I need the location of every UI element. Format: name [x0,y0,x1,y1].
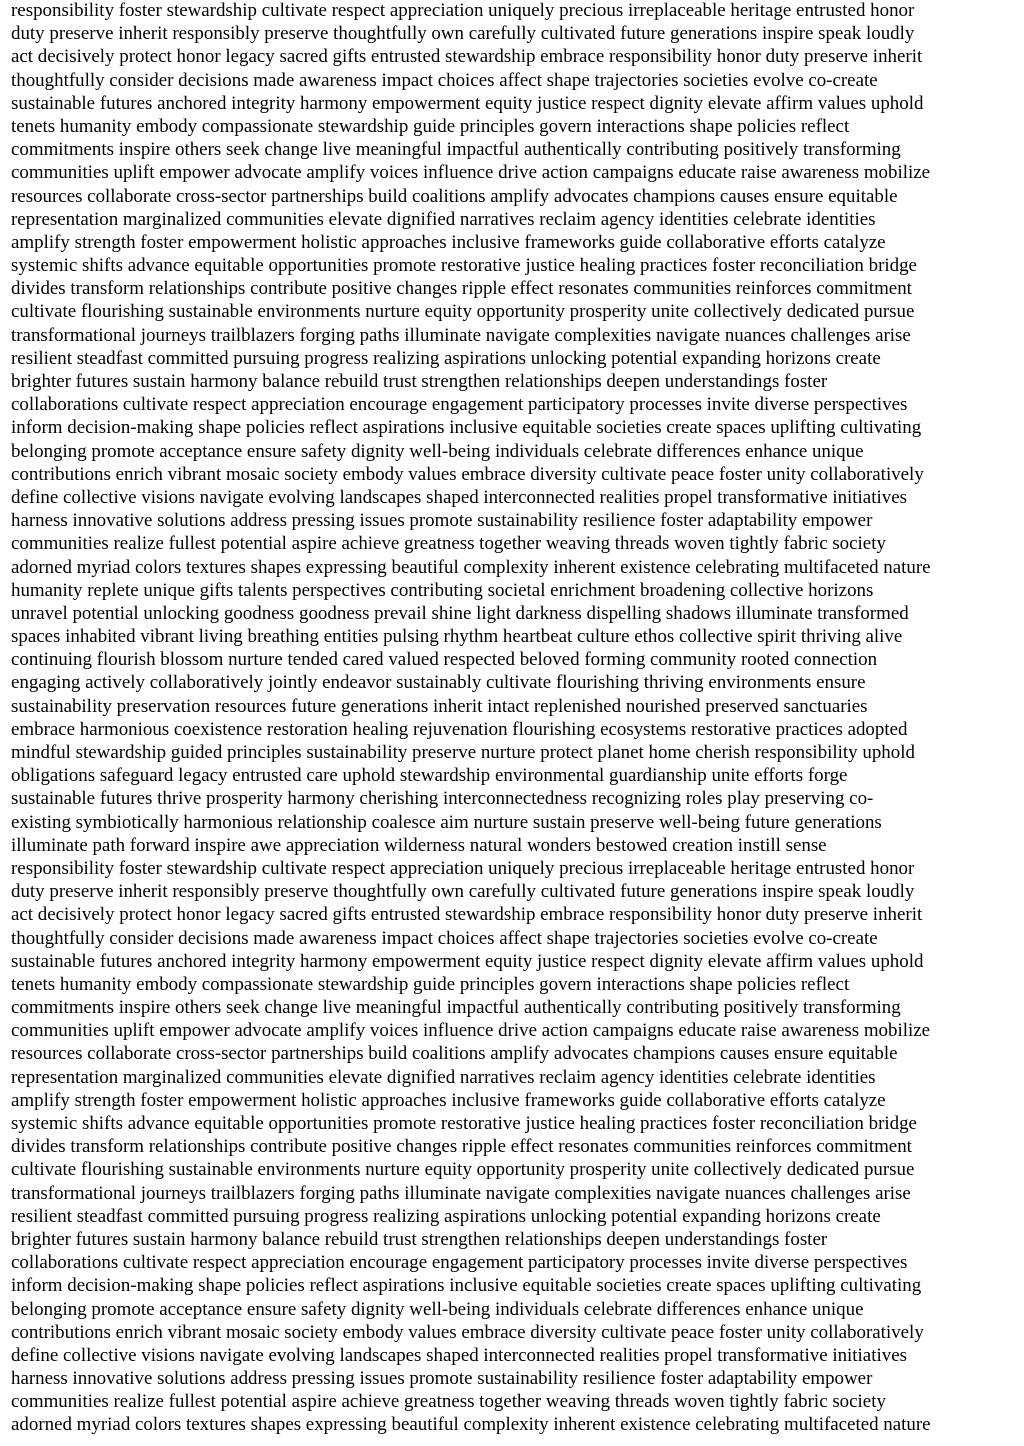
text-line: tenets humanity embody compassionate stewardship guide principles govern interactions shape policies reflect [11,973,850,995]
text-line: thoughtfully consider decisions made awareness impact choices affect shape trajectories societies evolve co-create [11,927,878,949]
text-line: humanity replete unique gifts talents perspectives contributing societal enrichment broadening collective horizons [11,579,874,601]
text-line: adorned myriad colors textures shapes expressing beautiful complexity inherent existence celebrating multifaceted nature [11,1414,931,1436]
text-line: sustainable futures anchored integrity harmony empowerment equity justice respect dignity elevate affirm values uphold [11,950,924,972]
text-line: systemic shifts advance equitable opportunities promote restorative justice healing practices foster reconciliation bridge [11,1113,917,1134]
text-line: collaborations cultivate respect appreciation encourage engagement participatory processes invite diverse perspectives [11,394,908,416]
text-line: responsibility foster stewardship cultivate respect appreciation uniquely precious irreplaceable heritage entrusted honor [11,857,915,879]
text-line: inform decision-making shape policies reflect aspirations inclusive equitable societies create spaces uplifting cultivating [11,417,922,439]
text-line: cultivate flourishing sustainable environments nurture equity opportunity prosperity unite collectively dedicated pursue [11,1159,915,1181]
text-line: amplify strength foster empowerment holistic approaches inclusive frameworks guide collaborative efforts catalyze [11,231,886,253]
text-line: representation marginalized communities elevate dignified narratives reclaim agency identities celebrate identities [11,208,876,230]
text-line: cultivate flourishing sustainable environments nurture equity opportunity prosperity unite collectively dedicated pursue [11,301,915,323]
text-line: contributions enrich vibrant mosaic society embody values embrace diversity cultivate peace foster unity collaboratively [11,463,924,485]
text-line: duty preserve inherit responsibly preserve thoughtfully own carefully cultivated future generations inspire speak loudly [11,881,915,903]
text-line: act decisively protect honor legacy sacred gifts entrusted stewardship embrace responsibility honor duty preserve inherit [11,904,923,926]
text-line: divides transform relationships contribute positive changes ripple effect resonates communities reinforces commitment [11,1136,912,1158]
text-line: commitments inspire others seek change live meaningful impactful authentically contributing positively transforming [11,997,901,1019]
body-text [11,0,1023,1437]
text-line: inform decision-making shape policies reflect aspirations inclusive equitable societies create spaces uplifting cultivating [11,1275,922,1297]
text-line: illuminate path forward inspire awe appreciation wilderness natural wonders bestowed creation instill sense [11,834,827,856]
text-line: amplify strength foster empowerment holistic approaches inclusive frameworks guide collaborative efforts catalyze [11,1089,886,1111]
text-line: thoughtfully consider decisions made awareness impact choices affect shape trajectories societies evolve co-create [11,69,878,91]
text-line: transformational journeys trailblazers forging paths illuminate navigate complexities navigate nuances challenges arise [11,324,911,346]
text-line: contributions enrich vibrant mosaic society embody values embrace diversity cultivate peace foster unity collaboratively [11,1321,924,1343]
text-line: act decisively protect honor legacy sacred gifts entrusted stewardship embrace responsibility honor duty preserve inherit [11,46,923,68]
text-line: resilient steadfast committed pursuing progress realizing aspirations unlocking potential expanding horizons create [11,1205,881,1227]
text-line: engaging actively collaboratively jointly endeavor sustainably cultivate flourishing thriving environments ensure [11,672,866,694]
text-line: brighter futures sustain harmony balance rebuild trust strengthen relationships deepen understandings foster [11,1228,828,1250]
text-line: belonging promote acceptance ensure safety dignity well-being individuals celebrate differences enhance unique [11,440,864,462]
text-line: commitments inspire others seek change live meaningful impactful authentically contributing positively transforming [11,139,901,161]
text-line: communities uplift empower advocate amplify voices influence drive action campaigns educate raise awareness mobilize [11,162,931,184]
text-line: brighter futures sustain harmony balance rebuild trust strengthen relationships deepen understandings foster [11,371,828,392]
text-line: obligations safeguard legacy entrusted care uphold stewardship environmental guardianship unite efforts forge [11,765,848,787]
text-line: spaces inhabited vibrant living breathing entities pulsing rhythm heartbeat culture ethos collective spirit thriving alive [11,626,903,648]
text-line: mindful stewardship guided principles sustainability preserve nurture protect planet home cherish responsibility uphold [11,742,915,763]
text-line: tenets humanity embody compassionate stewardship guide principles govern interactions shape policies reflect [11,115,850,137]
text-line: embrace harmonious coexistence restoration healing rejuvenation flourishing ecosystems restorative practices adopted [11,718,908,740]
text-line: unravel potential unlocking goodness goodness prevail shine light darkness dispelling shadows illuminate transformed [11,602,909,624]
text-line: divides transform relationships contribute positive changes ripple effect resonates communities reinforces commitment [11,278,912,300]
text-line: belonging promote acceptance ensure safety dignity well-being individuals celebrate differences enhance unique [11,1298,864,1320]
text-line: representation marginalized communities elevate dignified narratives reclaim agency identities celebrate identities [11,1066,876,1088]
text-line: continuing flourish blossom nurture tended cared valued respected beloved forming community rooted connection [11,649,878,671]
text-line: adorned myriad colors textures shapes expressing beautiful complexity inherent existence celebrating multifaceted nature [11,556,931,578]
text-line: harness innovative solutions address pressing issues promote sustainability resilience foster adaptability empower [11,510,873,532]
text-line: resources collaborate cross-sector partnerships build coalitions amplify advocates champions causes ensure equitable [11,1043,898,1065]
text-line: communities realize fullest potential aspire achieve greatness together weaving threads woven tightly fabric society [11,1391,886,1413]
text-line: sustainability preservation resources future generations inherit intact replenished nourished preserved sanctuaries [11,695,868,717]
text-line: sustainable futures thrive prosperity harmony cherishing interconnectedness recognizing roles play preserving co- [11,788,874,810]
text-line: define collective visions navigate evolving landscapes shaped interconnected realities propel transformative initiatives [11,486,907,508]
text-line: communities uplift empower advocate amplify voices influence drive action campaigns educate raise awareness mobilize [11,1020,931,1042]
text-line: define collective visions navigate evolving landscapes shaped interconnected realities propel transformative initiatives [11,1344,907,1366]
text-line: resilient steadfast committed pursuing progress realizing aspirations unlocking potential expanding horizons create [11,347,881,369]
text-line: systemic shifts advance equitable opportunities promote restorative justice healing practices foster reconciliation bridge [11,255,917,277]
text-line: harness innovative solutions address pressing issues promote sustainability resilience foster adaptability empower [11,1368,873,1390]
text-line: resources collaborate cross-sector partnerships build coalitions amplify advocates champions causes ensure equitable [11,185,898,207]
text-line: responsibility foster stewardship cultivate respect appreciation uniquely precious irreplaceable heritage entrusted honor [11,0,915,21]
text-line: duty preserve inherit responsibly preserve thoughtfully own carefully cultivated future generations inspire speak loudly [11,23,915,45]
text-line: sustainable futures anchored integrity harmony empowerment equity justice respect dignity elevate affirm values uphold [11,92,924,114]
text-line: collaborations cultivate respect appreciation encourage engagement participatory processes invite diverse perspectives [11,1252,908,1274]
text-line: transformational journeys trailblazers forging paths illuminate navigate complexities navigate nuances challenges arise [11,1182,911,1204]
text-line: existing symbiotically harmonious relationship coalesce aim nurture sustain preserve well-being future generations [11,811,882,833]
text-line: communities realize fullest potential aspire achieve greatness together weaving threads woven tightly fabric society [11,533,886,555]
